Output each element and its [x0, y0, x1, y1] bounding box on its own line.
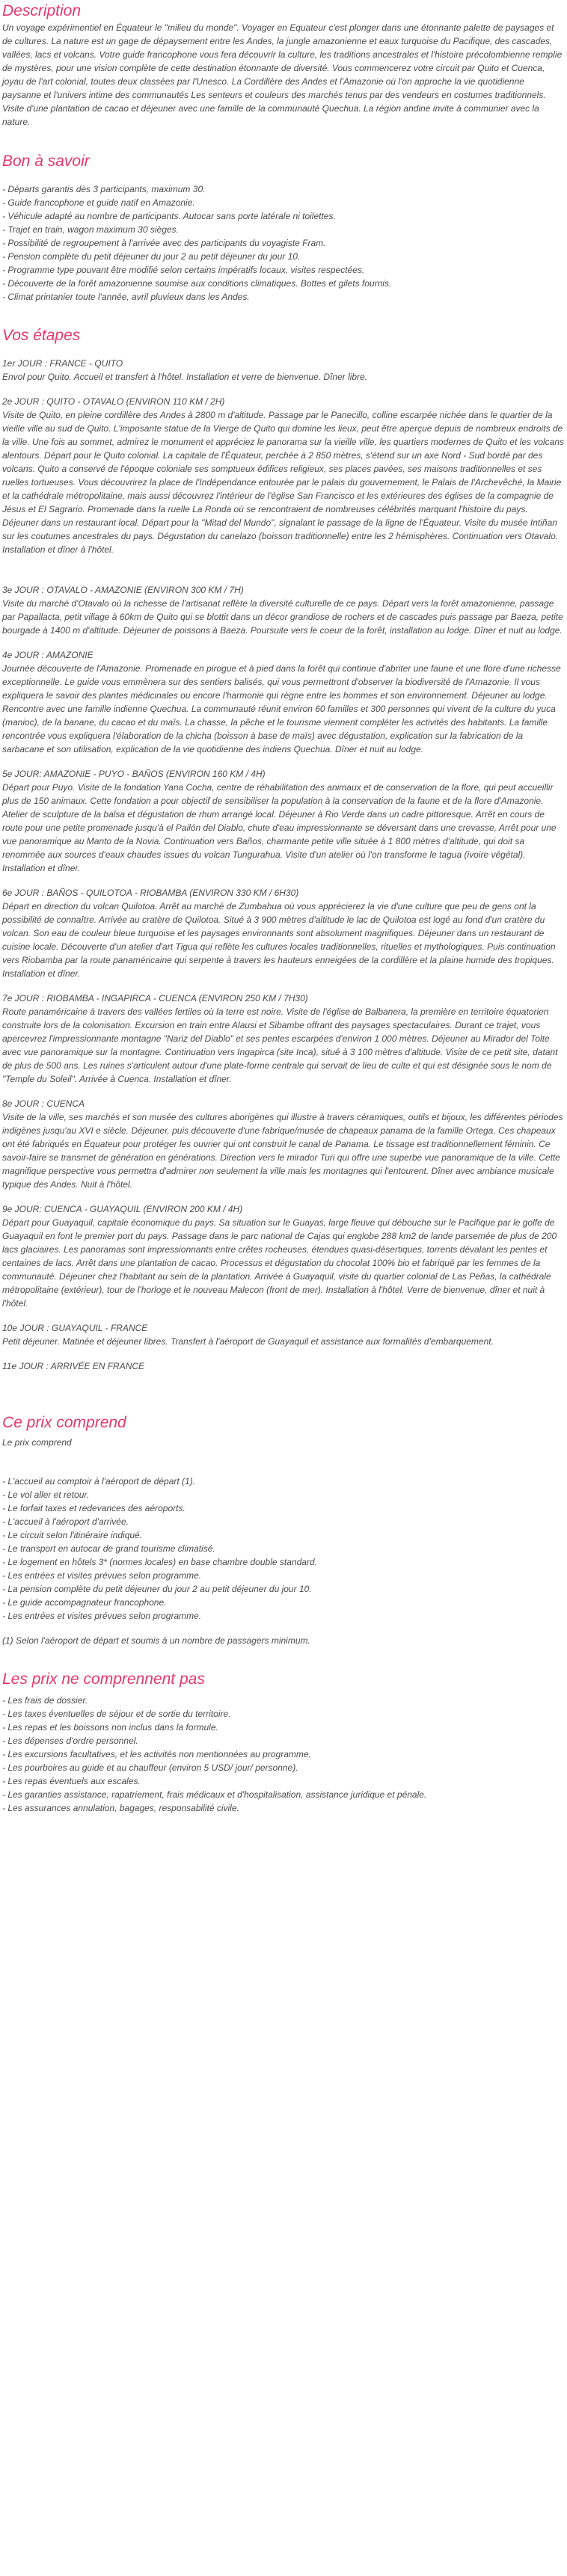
stage-title: 7e JOUR : RIOBAMBA - INGAPIRCA - CUENCA (ENVIRON 250 KM / 7H30) — [2, 993, 308, 1003]
prix-comprend-section — [2, 1413, 565, 1647]
list-item: - Le logement en hôtels 3* (normes locales) en base chambre double standard. — [2, 1557, 317, 1567]
list-item: - Le circuit selon l'itinéraire indiqué. — [2, 1530, 143, 1540]
list-item: - Les taxes éventuelles de séjour et de sortie du territoire. — [2, 1709, 231, 1719]
list-item: - Le forfait taxes et redevances des aéroports. — [2, 1503, 186, 1513]
prix-comprend-intro: Le prix comprend — [2, 1437, 72, 1448]
stage-text: Départ pour Puyo. Visite de la fondation Yana Cocha, centre de réhabilitation des animaux et de conservation de la flore, qui peut accueillir plus de 150 animaux. Cette fondation a pour objectif de sensibiliser la population à la conservation de la faune et de la flore d'Amazonie. Atelier de sculpture de la balsa et dégustation de rhum arrangé local. Déjeuner à Rio Verde dans un cadre pittoresque. Arrêt en cours de route pour une petite promenade jusqu'à el Pailón del Diablo, chute d'eau impressionnante se déversant dans une crevasse, Arrêt pour une vue panoramique au Manto de la Novia. Continuation vers Baños, charmante petite ville située à 1 800 mètres d'altitude, qui doit sa renommée aux sources d'eaux chaudes issues du volcan Tungurahua. Visite d'un atelier où l'on transforme le tagua (ivoire végétal). Installation et dîner. — [2, 782, 557, 873]
list-item: - L'accueil au comptoir à l'aéroport de départ (1). — [2, 1476, 196, 1487]
list-item: - Le transport en autocar de grand tourisme climatisé. — [2, 1543, 215, 1554]
list-item: - Véhicule adapté au nombre de participants. Autocar sans porte latérale ni toilettes. — [2, 211, 336, 221]
bon-a-savoir-section — [2, 152, 565, 304]
stage-title: 1er JOUR : FRANCE - QUITO — [2, 358, 123, 369]
list-item: - Les repas et les boissons non inclus dans la formule. — [2, 1722, 218, 1733]
stage-text: Visite de la ville, ses marchés et son musée des cultures aborigènes qui illustre à travers céramiques, outils et bijoux, les différentes périodes indigènes jusqu'au XVI e siècle. Déjeuner, puis découverte d'une fabrique/musée de chapeaux panama de la famille Ortega. Ces chapeaux ont été fabriqués en Équateur pour protéger les ouvrier qui ont construit le canal de Panama. Le tissage est traditionnellement féminin. Ce savoir-faire se transmet de génération en générations. Direction vers le mirador Turi qui offre une superbe vue panoramique de la ville. Cette magnifique perspective vous permettra d'admirer non seulement la ville mais les montagnes qui l'entourent. Dîner avec ambiance musicale typique des Andes. Nuit à l'hôtel. — [2, 1112, 563, 1190]
stage-day-8 — [2, 1097, 565, 1191]
etapes-heading: Vos étapes — [2, 327, 81, 344]
list-item: - Les entrées et visites prévues selon programme. — [2, 1570, 202, 1581]
stage-title: 2e JOUR : QUITO - OTAVALO (ENVIRON 110 KM / 2H) — [2, 396, 225, 407]
bon-a-savoir-heading: Bon à savoir — [2, 153, 90, 170]
stage-day-4 — [2, 648, 565, 756]
list-item: - Climat printanier toute l'année, avril pluvieux dans les Andes. — [2, 292, 250, 302]
description-heading: Description — [2, 2, 82, 19]
stage-text: Visite de Quito, en pleine cordillère des Andes à 2800 m d'altitude. Passage par le Panecillo, colline escarpée nichée dans le quartier de la vieille ville au sud de Quito. L'imposante statue de la Vierge de Quito qui domine les lieux, peut être aperçue depuis de nombreux endroits de la ville. Une fois au sommet, admirez le monument et appréciez le panorama sur la vieille ville, les quartiers modernes de Quito et les volcans alentours. Départ pour le Quito colonial. La capitale de l'Équateur, perchée à 2 850 mètres, s'étend sur un axe Nord - Sud bordé par des volcans. Quito a conservé de l'époque coloniale ses somptueux édifices religieux, ses places pavées, ses maisons traditionnelles et ses ruelles tortueuses. Vous découvrirez la place de l'Indépendance entourée par le palais du gouvernement, le Palais de l'Archevêché, la Mairie et la cathédrale métropolitaine, mais aussi découvrez l'intérieur de l'église San Francisco et les extérieures des églises de la compagnie de Jésus et El Sagrario. Promenade dans la ruelle La Ronda où se rencontraient de nombreuses célébrités marquant l'histoire du pays. Déjeuner dans un restaurant local. Départ pour la "Mitad del Mundo", signalant le passage de la ligne de l'Équateur. Visite du musée Intiñan sur les coutumes ancestrales du pays. Dégustation du canelazo (boisson traditionnelle) entre les 2 hémisphères. Continuation vers Otavalo. Installation et dîner à l'hôtel. — [2, 410, 565, 555]
stage-text: Route panaméricaine à travers des vallées fertiles où la terre est noire. Visite de l'église de Balbanera, la première en territoire équatorien construite lors de la colonisation. Excursion en train entre Alausi et Sibambe offrant des paysages spectaculaires. Durant ce trajet, vous apercevrez l'impressionnante montagne "Nariz del Diablo" et ses pentes escarpées d'environ 1 000 mètres. Déjeuner au Mirador del Tolte avec vue panoramique sur la montagne. Continuation vers Ingapirca (site Inca), situé à 3 100 mètres d'altitude. Visite de ce petit site, datant de plus de 500 ans. Les ruines s'articulent autour d'une plate-forme centrale qui servait de lieu de culte et qui est désignée sous le nom de "Temple du Soleil". Arrivée à Cuenca. Installation et dîner. — [2, 1006, 558, 1084]
list-item: - Les assurances annulation, bagages, responsabilité civile. — [2, 1803, 239, 1813]
stage-title: 6e JOUR : BAÑOS - QUILOTOA - RIOBAMBA (ENVIRON 330 KM / 6H30) — [2, 888, 299, 898]
list-item: - Découverte de la forêt amazonienne soumise aux conditions climatiques. Bottes et gilets fournis. — [2, 278, 392, 289]
stage-title: 4e JOUR : AMAZONIE — [2, 650, 94, 660]
prix-comprend-list — [2, 1475, 565, 1623]
stage-title: 5e JOUR: AMAZONIE - PUYO - BAÑOS (ENVIRON 160 KM / 4H) — [2, 769, 266, 779]
list-item: - Le guide accompagnateur francophone. — [2, 1597, 167, 1608]
bon-a-savoir-list — [2, 182, 565, 304]
stage-day-10 — [2, 1321, 565, 1348]
prix-non-comprend-section — [2, 1670, 565, 1815]
list-item: - Possibilité de regroupement à l'arrivée avec des participants du voyagiste Fram. — [2, 238, 326, 248]
list-item: - Trajet en train, wagon maximum 30 sièges. — [2, 224, 179, 235]
stage-day-3 — [2, 583, 565, 637]
list-item: - Les repas éventuels aux escales. — [2, 1776, 141, 1786]
list-item: - Les garanties assistance, rapatriement, frais médicaux et d'hospitalisation, assistance juridique et pénale. — [2, 1789, 427, 1800]
list-item: - Les entrées et visites prévues selon programme. — [2, 1611, 202, 1621]
stage-title: 9e JOUR: CUENCA - GUAYAQUIL (ENVIRON 200 KM / 4H) — [2, 1204, 243, 1214]
stage-day-2 — [2, 395, 565, 556]
stage-text: Départ pour Guayaquil, capitale économique du pays. Sa situation sur le Guayas, large fleuve qui débouche sur le Pacifique par le golfe de Guayaquil en font le premier port du pays. Passage dans le parc national de Cajas qui englobe 288 km2 de lande parsemée de plus de 200 lacs glaciaires. Les panoramas sont impressionnants entre crêtes rocheuses, étendues quasi-désertiques, torrents dévalant les pentes et centaines de lacs. Arrêt dans une plantation de cacao. Processus et dégustation du chocolat 100% bio et fabriqué par les femmes de la communauté. Déjeuner chez l'habitant au sein de la plantation. Arrivée à Guayaquil, visite du quartier colonial de Las Peñas, la cathédrale métropolitaine (extérieur), tour de l'horloge et le nouveau Malecon (front de mer). Installation à l'hôtel. Verre de bienvenue, dîner et nuit à l'hôtel. — [2, 1217, 557, 1309]
stage-title: 3e JOUR : OTAVALO - AMAZONIE (ENVIRON 300 KM / 7H) — [2, 585, 244, 595]
stage-day-1 — [2, 357, 565, 384]
prix-comprend-heading: Ce prix comprend — [2, 1414, 126, 1431]
description-text: Un voyage expérimentiel en Équateur le "milieu du monde". Voyager en Equateur c'est plonger dans une étonnante palette de paysages et de cultures. La nature est un gage de dépaysement entre les Andes, la jungle amazonienne et eaux turquoise du Pacifique, des cascades, vallées, lacs et volcans. Votre guide francophone vous fera découvrir la culture, les traditions ancestrales et l'histoire précolombienne remplie de mystères, pour une vision complète de cette destination étonnante de diversité. Vous commencerez votre circuit par Quito et Cuenca, joyau de l'art colonial, toutes deux classées par l'Unesco. La Cordillère des Andes et l'Amazonie où l'on approche la vie quotidienne paysanne et l'univers intime des communautés Les senteurs et couleurs des marchés tenus par des vendeurs en costumes traditionnels. Visite d'une plantation de cacao et déjeuner avec une famille de la communauté Quechua. La région andine invite à communier avec la nature. — [2, 22, 563, 127]
list-item: - Guide francophone et guide natif en Amazonie. — [2, 197, 195, 208]
prix-comprend-note: (1) Selon l'aéroport de départ et soumis à un nombre de passagers minimum. — [2, 1635, 310, 1646]
stage-day-9 — [2, 1202, 565, 1310]
list-item: - Les frais de dossier. — [2, 1695, 88, 1706]
stage-title: 10e JOUR : GUAYAQUIL - FRANCE — [2, 1323, 148, 1333]
description-section — [2, 1, 565, 129]
stage-day-6 — [2, 886, 565, 980]
stage-text: Journée découverte de l'Amazonie. Promenade en pirogue et à pied dans la forêt qui continue d'abriter une faune et une flore d'une richesse exceptionnelle. Le guide vous emmènera sur des sentiers balisés, qui vous permettront d'observer la biodiversité de l'Amazonie. Il vous expliquera le savoir des plantes médicinales ou encore l'harmonie qui règne entre les hommes et son environnement. Déjeuner au lodge. Rencontre avec une famille indienne Quechua. La communauté réunit environ 60 familles et 300 personnes qui vivent de la culture du yuca (manioc), de la banane, du cacao et du maïs. La chasse, la pêche et le tourisme viennent compléter les activités des habitants. La famille rencontrée vous expliquera l'élaboration de la chicha (boisson à base de maïs) avec dégustation, explication sur la fabrication de la sarbacane et son utilisation, explication de la vie quotidienne des indiens Quechua. Dîner et nuit au lodge. — [2, 663, 561, 754]
list-item: - Les excursions facultatives, et les activités non mentionnées au programme. — [2, 1749, 311, 1759]
stage-title: 8e JOUR : CUENCA — [2, 1098, 85, 1109]
list-item: - Pension complète du petit déjeuner du jour 2 au petit déjeuner du jour 10. — [2, 251, 301, 262]
stage-day-5 — [2, 767, 565, 875]
list-item: - Le vol aller et retour. — [2, 1490, 90, 1500]
list-item: - La pension complète du petit déjeuner du jour 2 au petit déjeuner du jour 10. — [2, 1584, 312, 1594]
stage-text: Visite du marché d'Otavalo où la richesse de l'artisanat reflète la diversité culturelle de ce pays. Départ vers la forêt amazonienne, passage par Papallacta, petit village à 60km de Quito qui se blottit dans un décor grandiose de rochers et de cascades puis passage par Baeza, petite bourgade à 1400 m d'altitude. Déjeuner de poissons à Baeza. Poursuite vers le coeur de la forêt, installation au lodge. Dîner et nuit au lodge. — [2, 598, 563, 636]
stage-text: Petit déjeuner. Matinée et déjeuner libres. Transfert à l'aéroport de Guayaquil et assistance aux formalités d'embarquement. — [2, 1336, 494, 1347]
list-item: - Les dépenses d'ordre personnel. — [2, 1736, 138, 1746]
list-item: - Programme type pouvant être modifié selon certains impératifs locaux, visites respectées. — [2, 265, 365, 275]
etapes-section — [2, 326, 565, 1373]
stage-day-7 — [2, 992, 565, 1086]
list-item: - L'accueil à l'aéroport d'arrivée. — [2, 1516, 129, 1527]
stage-title: 11e JOUR : ARRIVÉE EN FRANCE — [2, 1361, 145, 1371]
prix-non-comprend-heading: Les prix ne comprennent pas — [2, 1670, 205, 1688]
page — [0, 1, 567, 1815]
prix-non-comprend-list — [2, 1694, 565, 1815]
list-item: - Les pourboires au guide et au chauffeur (environ 5 USD/ jour/ personne). — [2, 1762, 298, 1773]
stage-text: Départ en direction du volcan Quilotoa. Arrêt au marché de Zumbahua où vous apprécierez la vie d'une culture que peu de gens ont la possibilité de connaître. Arrivée au cratère de Quilotoa. Situé à 3 900 mètres d'altitude le lac de Quilotoa est logé au fond d'un cratère du volcan. Son eau de couleur bleue turquoise et les paysages environnants sont absolument magnifiques. Déjeuner dans un restaurant de cuisine locale. Découverte d'un atelier d'art Tigua qui reflète les cultures locales traditionnelles, rituelles et mythologiques. Puis continuation vers Riobamba par la route panaméricaine qui serpente à travers les hauteurs enneigées de la cordillère et la plaine humide des tropiques. Installation et dîner. — [2, 901, 556, 979]
stage-day-11 — [2, 1359, 565, 1373]
list-item: - Départs garantis dès 3 participants, maximum 30. — [2, 184, 206, 194]
stage-text: Envol pour Quito. Accueil et transfert à l'hôtel. Installation et verre de bienvenue. Dîner libre. — [2, 372, 368, 382]
